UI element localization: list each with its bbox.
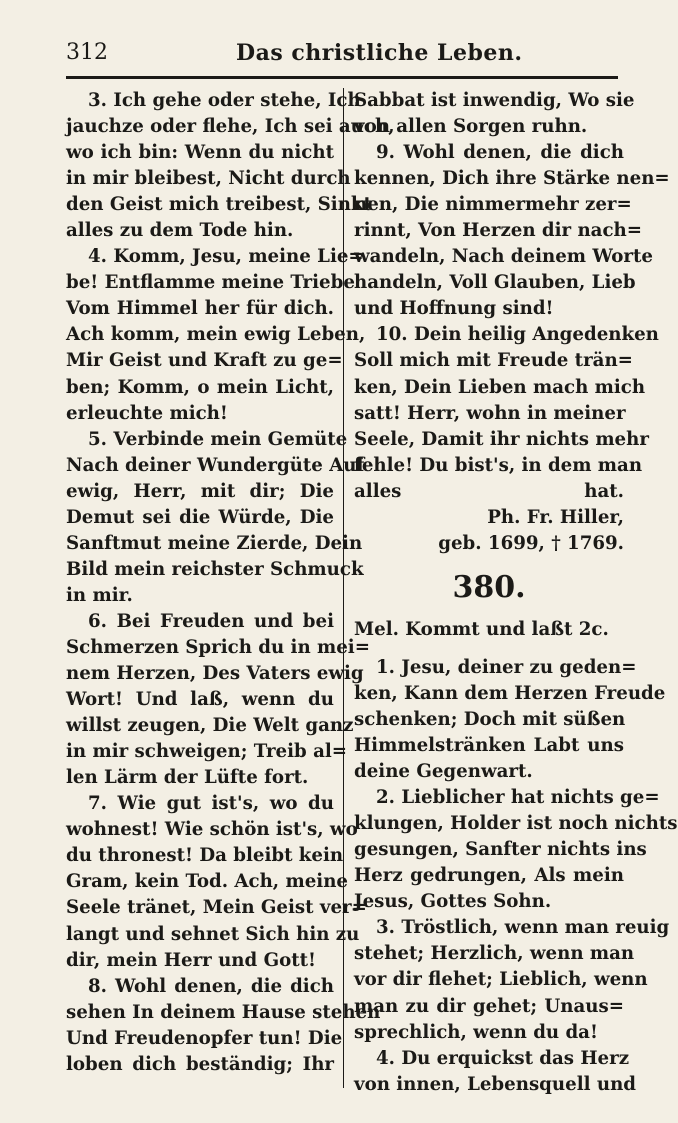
text-line: nen, Die nimmermehr zer=: [354, 194, 632, 216]
text-line: loben dich beständig; Ihr: [66, 1053, 334, 1075]
text-line: gesungen, Sanfter nichts ins: [354, 839, 647, 861]
text-line: sehen In deinem Hause stehen: [66, 1001, 381, 1023]
text-line: wo ich bin: Wenn du nicht: [66, 142, 334, 164]
text-line: in mir.: [66, 584, 133, 606]
verse-start-line: 4. Komm, Jesu, meine Lie=: [88, 246, 364, 268]
text-line: Wort! Und laß, wenn du: [66, 689, 334, 711]
text-line: Jesus, Gottes Sohn.: [354, 891, 552, 913]
text-line: Seele, Damit ihr nichts mehr: [354, 428, 649, 450]
text-line: Mir Geist und Kraft zu ge=: [66, 350, 343, 372]
verse-start-line: 2. Lieblicher hat nichts ge=: [376, 787, 660, 809]
author-dates: geb. 1699, † 1769.: [438, 532, 624, 554]
verse-start-line: 9. Wohl denen, die dich: [376, 142, 624, 164]
verse-start-line: 6. Bei Freuden und bei: [88, 610, 334, 632]
text-line: wohnest! Wie schön ist's, wo: [66, 819, 358, 841]
text-line: ken, Dein Lieben mach mich: [354, 376, 646, 398]
text-line: Herz gedrungen, Als mein: [354, 865, 624, 887]
melody-line: Mel. Kommt und laßt 2c.: [354, 618, 609, 640]
text-line: Himmelstränken Labt uns: [354, 735, 624, 757]
author-name: Ph. Fr. Hiller,: [487, 506, 624, 528]
text-line: du thronest! Da bleibt kein: [66, 845, 344, 867]
text-line: alles hat.: [354, 480, 624, 502]
text-line: willst zeugen, Die Welt ganz: [66, 715, 354, 737]
hymn-379-continuation: [354, 88, 670, 505]
text-line: len Lärm der Lüfte fort.: [66, 767, 309, 789]
text-line: sprechlich, wenn du da!: [354, 1021, 598, 1043]
text-line: deine Gegenwart.: [354, 761, 533, 783]
text-line: satt! Herr, wohn in meiner: [354, 402, 626, 424]
text-line: Schmerzen Sprich du in mei=: [66, 636, 370, 658]
text-line: rinnt, Von Herzen dir nach=: [354, 220, 643, 242]
verse-start-line: 3. Ich gehe oder stehe, Ich: [88, 90, 361, 111]
text-line: Vom Himmel her für dich.: [66, 298, 334, 320]
right-column: [354, 88, 678, 1098]
text-line: man zu dir gehet; Unaus=: [354, 995, 624, 1017]
text-line: ewig, Herr, mit dir; Die: [66, 480, 334, 502]
text-line: Nach deiner Wundergüte Auf: [66, 454, 365, 476]
text-line: alles zu dem Tode hin.: [66, 220, 294, 242]
verse-start-line: 3. Tröstlich, wenn man reuig: [376, 917, 670, 939]
text-line: den Geist mich treibest, Sinkt: [66, 194, 372, 216]
text-line: Ach komm, mein ewig Leben,: [66, 324, 366, 346]
text-line: in mir schweigen; Treib al=: [66, 741, 348, 763]
text-line: schenken; Doch mit süßen: [354, 708, 626, 730]
verse-start-line: 4. Du erquickst das Herz: [376, 1047, 630, 1069]
column-divider: [343, 88, 344, 1088]
text-line: von allen Sorgen ruhn.: [354, 116, 588, 138]
text-line: Soll mich mit Freude trän=: [354, 350, 633, 372]
text-line: fehle! Du bist's, in dem man: [354, 454, 643, 476]
text-line: nem Herzen, Des Vaters ewig: [66, 663, 364, 685]
text-line: handeln, Voll Glauben, Lieb: [354, 272, 636, 294]
text-line: Demut sei die Würde, Die: [66, 506, 334, 528]
text-line: klungen, Holder ist noch nichts: [354, 813, 678, 835]
verse-start-line: 8. Wohl denen, die dich: [88, 975, 334, 997]
running-title: Das christliche Leben.: [236, 40, 523, 66]
text-line: ken, Kann dem Herzen Freude: [354, 682, 666, 704]
text-line: vor dir flehet; Lieblich, wenn: [354, 969, 648, 991]
text-line: be! Entflamme meine Triebe: [66, 272, 355, 294]
text-line: ben; Komm, o mein Licht,: [66, 376, 334, 398]
text-line: stehet; Herzlich, wenn man: [354, 943, 635, 965]
text-line: Sanftmut meine Zierde, Dein: [66, 532, 363, 554]
text-line: von innen, Lebensquell und: [354, 1073, 637, 1095]
page-header: [66, 40, 618, 76]
verse-start-line: 7. Wie gut ist's, wo du: [88, 793, 334, 815]
verse-start-line: 10. Dein heilig Angedenken: [376, 324, 659, 346]
text-line: Gram, kein Tod. Ach, meine: [66, 871, 348, 893]
header-rule: [66, 76, 618, 79]
verse-start-line: 5. Verbinde mein Gemüte: [88, 428, 348, 450]
text-line: Und Freudenopfer tun! Die: [66, 1027, 343, 1049]
text-line: Sabbat ist inwendig, Wo sie: [354, 90, 635, 111]
hymn-380-text: [354, 655, 678, 1098]
hymn-number: 380.: [452, 569, 526, 605]
left-column: [66, 88, 395, 1078]
page-number: 312: [66, 40, 108, 65]
text-line: und Hoffnung sind!: [354, 298, 554, 320]
text-line: Bild mein reichster Schmuck: [66, 558, 364, 580]
text-line: jauchze oder flehe, Ich sei auch,: [66, 116, 395, 138]
text-line: dir, mein Herr und Gott!: [66, 949, 317, 971]
text-line: in mir bleibest, Nicht durch: [66, 168, 351, 190]
text-line: kennen, Dich ihre Stärke nen=: [354, 168, 670, 190]
text-line: langt und sehnet Sich hin zu: [66, 923, 360, 945]
text-line: Seele tränet, Mein Geist ver=: [66, 897, 367, 919]
verse-start-line: 1. Jesu, deiner zu geden=: [376, 656, 637, 678]
text-line: erleuchte mich!: [66, 402, 228, 424]
text-line: wandeln, Nach deinem Worte: [354, 246, 653, 268]
